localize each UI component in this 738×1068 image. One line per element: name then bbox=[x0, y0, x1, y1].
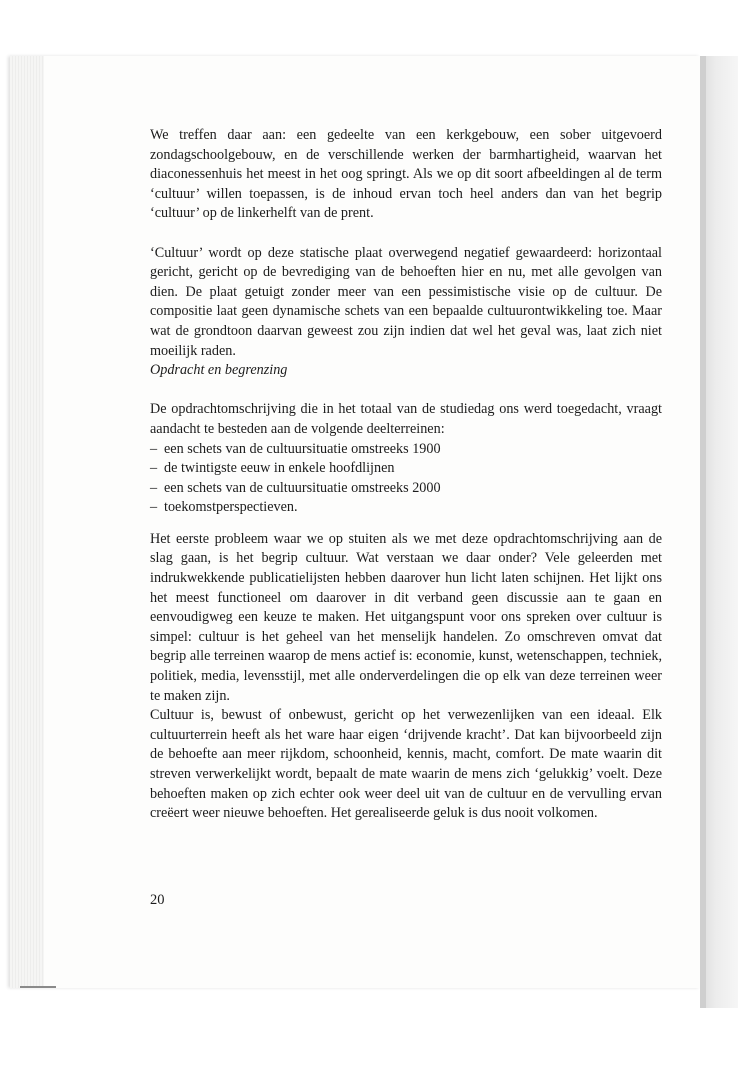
book-spine-gutter bbox=[700, 56, 706, 1008]
list-item-text: een schets van de cultuursituatie omstreeks 1900 bbox=[164, 440, 441, 457]
page-number: 20 bbox=[150, 892, 165, 908]
list-item bbox=[150, 498, 662, 518]
list-item-text: de twintigste eeuw in enkele hoofdlijnen bbox=[164, 460, 395, 477]
list-dash: – bbox=[150, 479, 158, 496]
paragraph-culture-ideal: Cultuur is, bewust of onbewust, gericht op het verwezenlijken van een ideaal. Elk cultuurterrein heeft als het ware haar eigen ‘drijvende kracht’. Dat kan bijvoorbeeld zijn de behoefte aan meer rijkdom, schoonheid, kennis, macht, comfort. De mate waarin dit streven verwerkelijkt wordt, bepaalt de mate waarin de mens zich ‘gelukkig’ voelt. Deze behoeften maken op zich echter ook weer deel uit van de cultuur en de vervulling ervan creëert weer nieuwe behoeften. Het gerealiseerde geluk is dus nooit volkomen. bbox=[150, 707, 662, 822]
paragraph-assignment: De opdrachtomschrijving die in het totaal van de studiedag ons werd toegedacht, vraagt aandacht te besteden aan de volgende deelterreinen: bbox=[150, 401, 662, 437]
paragraph-culture-valuation: ‘Cultuur’ wordt op deze statische plaat overwegend negatief gewaardeerd: horizontaal gericht, gericht op de bevrediging van de behoeften hier en nu, met alle gevolgen van dien. De plaat getuigt zonder meer van een pessimistische visie op de cultuur. De compositie laat geen dynamische schets van een bepaalde cultuurontwikkeling toe. Maar wat de grondtoon daarvan geweest zou zijn indien dat wel het geval was, laat zich niet moeilijk raden. bbox=[150, 244, 662, 359]
list-item-text: een schets van de cultuursituatie omstreeks 2000 bbox=[164, 479, 441, 496]
list-dash: – bbox=[150, 460, 158, 477]
list-item-text: toekomstperspectieven. bbox=[164, 499, 298, 516]
page-body bbox=[150, 126, 662, 824]
list-item bbox=[150, 459, 662, 479]
page-edge-stack bbox=[10, 56, 44, 988]
page-edge-shadow bbox=[20, 986, 56, 988]
section-heading: Opdracht en begrenzing bbox=[150, 362, 288, 379]
list-item bbox=[150, 479, 662, 499]
paragraph-culture-definition: Het eerste probleem waar we op stuiten als we met deze opdrachtomschrijving aan de slag gaan, is het begrip cultuur. Wat verstaan we daar onder? Vele geleerden met indrukwekkende publicatielijsten hebben daarover hun licht laten schijnen. Het lijkt ons het meest functioneel om daarover in dit verband geen discussie aan te gaan en eenvoudigweg een keuze te maken. Het uitgangspunt voor ons spreken over cultuur is simpel: cultuur is het geheel van het menselijk handelen. Zo omschreven omvat dat begrip alle terreinen waarop de mens actief is: economie, kunst, wetenschappen, techniek, politiek, media, levensstijl, met alle onderverdelingen die op elk van deze terreinen weer te maken zijn. bbox=[150, 530, 662, 704]
topic-list bbox=[150, 440, 662, 518]
list-item bbox=[150, 440, 662, 460]
list-dash: – bbox=[150, 440, 158, 457]
list-dash: – bbox=[150, 499, 158, 516]
paragraph-church-buildings: We treffen daar aan: een gedeelte van een kerkgebouw, een sober uitgevoerd zondagschoolgebouw, en de verschillende werken der barmhartigheid, waarvan het diaconessenhuis het meest in het oog springt. Als we op dit soort afbeeldingen al de term ‘cultuur’ willen toepassen, is de inhoud ervan toch heel anders dan van het begrip ‘cultuur’ op de linkerhelft van de prent. bbox=[150, 127, 662, 222]
